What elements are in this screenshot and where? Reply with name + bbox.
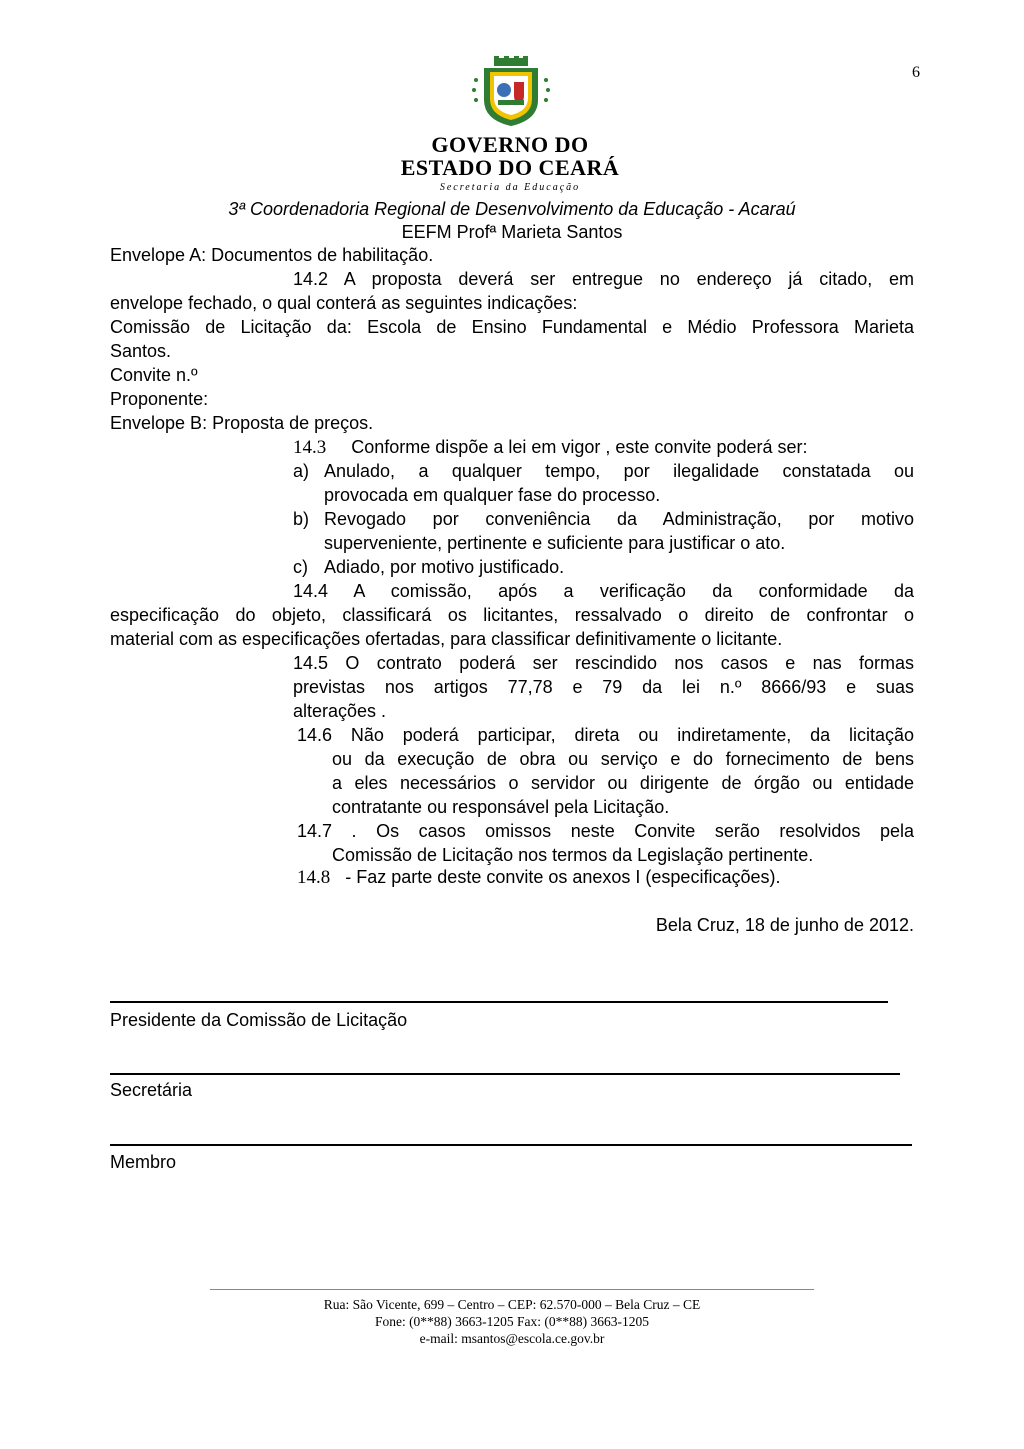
envelope-b-line: Envelope B: Proposta de preços. bbox=[110, 413, 374, 433]
signature-label-secretaria: Secretária bbox=[110, 1080, 193, 1100]
clause-14-3-number: 14.3 bbox=[293, 437, 327, 458]
item-b-line2: superveniente, pertinente e suficiente para justificar o ato. bbox=[324, 533, 786, 553]
clause-14-5-line3: alterações . bbox=[293, 701, 387, 721]
header-government-title: GOVERNO DO bbox=[431, 132, 589, 157]
item-a-line1: Anulado, a qualquer tempo, por ilegalidade constatada ou bbox=[324, 461, 914, 481]
footer-divider bbox=[210, 1289, 814, 1290]
footer-email: e-mail: msantos@escola.ce.gov.br bbox=[419, 1331, 605, 1346]
item-c-text: Adiado, por motivo justificado. bbox=[324, 557, 565, 577]
clause-14-4-line2: especificação do objeto, classificará os licitantes, ressalvado o direito de confrontar o bbox=[110, 605, 914, 625]
item-b-label: b) bbox=[293, 509, 310, 529]
clause-14-4-line3: material com as especificações ofertadas, para classificar definitivamente o licitante. bbox=[110, 629, 783, 649]
clause-14-5-line2: previstas nos artigos 77,78 e 79 da lei n.º 8666/93 e suas bbox=[293, 677, 914, 697]
page-number: 6 bbox=[912, 64, 920, 81]
signature-label-presidente: Presidente da Comissão de Licitação bbox=[110, 1010, 408, 1030]
clause-14-2-line2: envelope fechado, o qual conterá as seguintes indicações: bbox=[110, 293, 578, 313]
header-school-name: EEFM Profª Marieta Santos bbox=[401, 222, 623, 242]
header-secretaria: Secretaria da Educação bbox=[439, 182, 581, 193]
clause-14-7-line1: 14.7 . Os casos omissos neste Convite serão resolvidos pela bbox=[297, 821, 914, 841]
clause-14-8-number: 14.8 bbox=[297, 867, 331, 888]
clause-14-4-line1: 14.4 A comissão, após a verificação da conformidade da bbox=[293, 581, 914, 601]
clause-14-6-line2: ou da execução de obra ou serviço e do fornecimento de bens bbox=[332, 749, 914, 769]
signature-line-secretaria bbox=[110, 1073, 900, 1075]
convite-line: Convite n.º bbox=[110, 365, 198, 385]
clause-14-6-line3: a eles necessários o servidor ou dirigente de órgão ou entidade bbox=[332, 773, 914, 793]
clause-14-8-text: - Faz parte deste convite os anexos I (especificações). bbox=[345, 867, 781, 887]
item-a-label: a) bbox=[293, 461, 310, 481]
footer-phone: Fone: (0**88) 3663-1205 Fax: (0**88) 3663-1205 bbox=[374, 1314, 650, 1329]
proponente-line: Proponente: bbox=[110, 389, 209, 409]
footer-address: Rua: São Vicente, 699 – Centro – CEP: 62.570-000 – Bela Cruz – CE bbox=[323, 1297, 701, 1312]
clause-14-8 bbox=[297, 866, 914, 890]
comissao-line1: Comissão de Licitação da: Escola de Ensino Fundamental e Médio Professora Marieta bbox=[110, 317, 914, 337]
signature-line-membro bbox=[110, 1144, 912, 1146]
clause-14-6-line1: 14.6 Não poderá participar, direta ou indiretamente, da licitação bbox=[297, 725, 914, 745]
signature-line-presidente bbox=[110, 1001, 888, 1003]
date-line: Bela Cruz, 18 de junho de 2012. bbox=[655, 915, 914, 935]
signature-label-membro: Membro bbox=[110, 1152, 177, 1172]
clause-14-7-line2: Comissão de Licitação nos termos da Legislação pertinente. bbox=[332, 845, 814, 865]
state-coat-of-arms-icon bbox=[466, 56, 556, 128]
clause-14-2-line1: 14.2 A proposta deverá ser entregue no endereço já citado, em bbox=[293, 269, 914, 289]
clause-14-3 bbox=[293, 436, 914, 460]
envelope-a-line: Envelope A: Documentos de habilitação. bbox=[110, 245, 434, 265]
clause-14-3-text: Conforme dispõe a lei em vigor , este convite poderá ser: bbox=[351, 437, 808, 457]
item-c-label: c) bbox=[293, 557, 308, 577]
comissao-line2: Santos. bbox=[110, 341, 172, 361]
item-a-line2: provocada em qualquer fase do processo. bbox=[324, 485, 661, 505]
clause-14-6-line4: contratante ou responsável pela Licitação. bbox=[332, 797, 670, 817]
header-state-title: ESTADO DO CEARÁ bbox=[400, 155, 620, 180]
header-coordenadoria: 3ª Coordenadoria Regional de Desenvolvimento da Educação - Acaraú bbox=[228, 199, 796, 219]
clause-14-5-line1: 14.5 O contrato poderá ser rescindido nos casos e nas formas bbox=[293, 653, 914, 673]
item-b-line1: Revogado por conveniência da Administração, por motivo bbox=[324, 509, 914, 529]
